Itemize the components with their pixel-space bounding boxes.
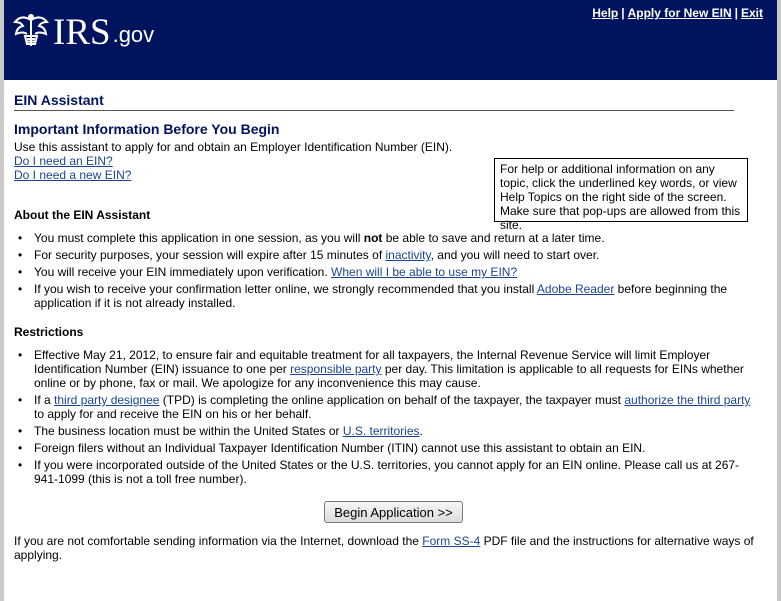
intro-text: Use this assistant to apply for and obtain an Employer Identification Number (EIN). <box>14 140 453 154</box>
item-text: You must complete this application in one session, as you will <box>34 231 364 245</box>
third-party-designee-link[interactable]: third party designee <box>54 393 160 407</box>
item-text: If you wish to receive your confirmation letter online, we strongly recommended that you install <box>34 282 537 296</box>
about-heading: About the EIN Assistant <box>14 208 151 222</box>
item-text: . <box>419 424 423 438</box>
list-item <box>14 348 754 390</box>
exit-link[interactable]: Exit <box>740 6 763 20</box>
item-text: per day. This limitation is applicable to all requests for EINs whether online or by phone, fax or mail. We apologize for any inconvenience this may cause. <box>34 362 744 390</box>
item-text: You will receive your EIN immediately upon verification. <box>34 265 332 279</box>
apply-new-ein-link[interactable]: Apply for New EIN <box>627 6 732 20</box>
begin-application-button[interactable]: Begin Application >> <box>324 501 463 523</box>
item-text: For security purposes, your session will expire after 15 minutes of <box>34 248 386 262</box>
item-text: (TPD) is completing the online application on behalf of the taxpayer, the taxpayer must <box>159 393 625 407</box>
help-info-box: For help or additional information on any topic, click the underlined key words, or view Help Topics on the right side of the screen. Make sure that pop-ups are allowed from this site. <box>494 158 748 222</box>
page-frame <box>4 0 777 601</box>
responsible-party-link[interactable]: responsible party <box>290 362 382 376</box>
logo-irs-text: IRS <box>53 12 111 53</box>
irs-logo[interactable] <box>11 10 155 53</box>
item-text: before beginning the application if it is not already installed. <box>34 282 728 310</box>
list-item: • If you were incorporated outside of the United States or the U.S. territories, you cannot apply for an EIN online. Please call us at 267-941-1099 (this is not a toll free number). <box>14 458 754 486</box>
authorize-third-party-link[interactable]: authorize the third party <box>624 393 751 407</box>
list-item <box>14 248 754 262</box>
about-list <box>14 231 754 313</box>
need-new-ein-link[interactable]: Do I need a new EIN? <box>14 168 132 182</box>
header-links <box>592 6 763 20</box>
footer-text-part: If you are not comfortable sending information via the Internet, download the <box>14 534 423 548</box>
when-use-ein-link[interactable]: When will I be able to use my EIN? <box>331 265 518 279</box>
help-link[interactable]: Help <box>592 6 619 20</box>
item-text: If a <box>34 393 55 407</box>
restrictions-heading: Restrictions <box>14 325 84 339</box>
list-item <box>14 231 754 245</box>
irs-eagle-icon <box>11 10 51 50</box>
item-text: , and you will need to start over. <box>430 248 600 262</box>
link-separator: | <box>621 6 625 20</box>
item-bold-text: not <box>363 231 383 245</box>
adobe-reader-link[interactable]: Adobe Reader <box>536 282 615 296</box>
need-ein-link[interactable]: Do I need an EIN? <box>14 154 113 168</box>
list-item <box>14 393 754 421</box>
list-item <box>14 424 754 438</box>
list-item: • Foreign filers without an Individual Taxpayer Identification Number (ITIN) cannot use this assistant to obtain an EIN. <box>14 441 754 455</box>
footer-text <box>14 534 759 562</box>
list-item <box>14 265 754 279</box>
form-ss4-link[interactable]: Form SS-4 <box>422 534 481 548</box>
us-territories-link[interactable]: U.S. territories <box>342 424 420 438</box>
page-title: EIN Assistant <box>14 92 734 111</box>
site-header <box>4 0 777 80</box>
logo-gov-text: .gov <box>112 22 155 47</box>
list-item <box>14 282 754 310</box>
item-text: be able to save and return at a later time. <box>382 231 605 245</box>
inactivity-link[interactable]: inactivity <box>385 248 431 262</box>
link-separator: | <box>734 6 738 20</box>
item-text: to apply for and receive the EIN on his or her behalf. <box>34 407 312 421</box>
footer-text-part: PDF file and the instructions for alternative ways of applying. <box>14 534 754 562</box>
restrictions-list <box>14 348 754 489</box>
intro-heading: Important Information Before You Begin <box>14 121 280 137</box>
item-text: The business location must be within the United States or <box>34 424 343 438</box>
item-text: Effective May 21, 2012, to ensure fair and equitable treatment for all taxpayers, the Internal Revenue Service will limit Employer Identification Number (EIN) issuance to one per <box>34 348 711 376</box>
